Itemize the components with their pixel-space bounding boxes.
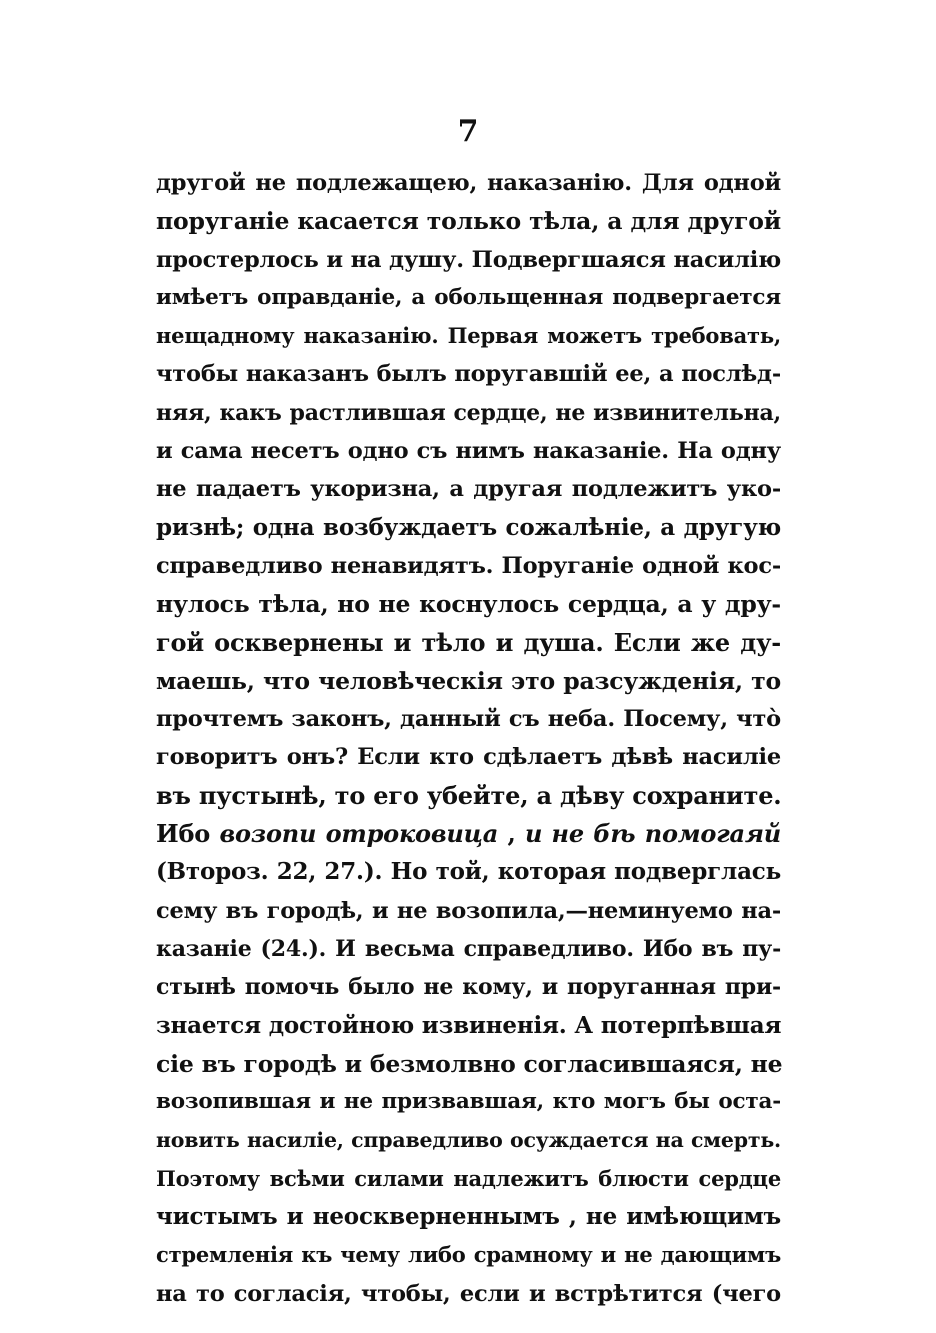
scripture-quote: возопи отроковица — [219, 819, 499, 849]
text-line: нулось тѣла, но не коснулось сердца, а у дру- — [156, 590, 781, 619]
text-line: справедливо ненавидятъ. Поруганіе одной кос- — [156, 552, 781, 579]
text-line: знается достойною извиненія. А потерпѣвшая — [156, 1011, 782, 1039]
text-line: чтобы наказанъ былъ поругавшій ее, а послѣд- — [156, 361, 781, 388]
text-plain: Ибо — [156, 819, 211, 849]
text-line: маешь, что человѣческія это разсужденія, то — [156, 666, 781, 695]
text-line: въ пустынѣ, то его убейте, а дѣву сохраните. — [156, 780, 782, 810]
text-line: и сама несетъ одно съ нимъ наказаніе. На одну — [156, 438, 781, 465]
text-line: простерлось и на душу. Подвергшаяся насилію — [156, 246, 781, 273]
text-line: возопившая и не призвавшая, кто могъ бы оста- — [156, 1089, 781, 1115]
text-line: казаніе (24.). И весьма справедливо. Ибо въ пу- — [156, 935, 781, 962]
text-line: новить насиліе, справедливо осуждается на смерть. — [156, 1128, 781, 1153]
text-line: сему въ городѣ, и не возопила,—неминуемо на- — [156, 897, 781, 924]
text-line-with-quotation — [156, 815, 781, 853]
scripture-quote: и не бѣ помогаяй — [524, 819, 782, 849]
text-line: гой осквернены и тѣло и душа. Если же ду- — [156, 627, 781, 657]
text-line: (Второз. 22, 27.). Но той, которая подверглась — [156, 858, 781, 886]
body-text — [156, 164, 781, 1313]
text-line: говоритъ онъ? Если кто сдѣлаетъ дѣвѣ насиліе — [156, 744, 781, 771]
text-line: поруганіе касается только тѣла, а для другой — [156, 207, 781, 236]
text-line: Поэтому всѣми силами надлежитъ блюсти сердце — [156, 1165, 781, 1191]
text-line: стремленія къ чему либо срамному и не дающимъ — [156, 1242, 781, 1268]
text-line: прочтемъ законъ, данный съ неба. Посему, что̀ — [156, 706, 781, 733]
text-line: имѣетъ оправданіе, а обольщенная подвергается — [156, 284, 781, 310]
text-line: стынѣ помочь было не кому, и поруганная при- — [156, 974, 781, 1001]
text-line: няя, какъ растлившая сердце, не извинительна, — [156, 399, 781, 426]
text-line: нещадному наказанію. Первая можетъ требовать, — [156, 323, 781, 349]
text-line: на то согласія, чтобы, если и встрѣтится (чего — [156, 1280, 781, 1307]
text-comma: , — [507, 819, 516, 849]
text-line: не падаетъ укоризна, а другая подлежитъ уко- — [156, 476, 781, 503]
text-line: чистымъ и неоскверненнымъ , не имѣющимъ — [156, 1203, 781, 1231]
text-line: сіе въ городѣ и безмолвно согласившаяся, не — [156, 1049, 783, 1078]
text-line: другой не подлежащею, наказанію. Для одной — [156, 170, 781, 196]
page-number: 7 — [457, 114, 479, 149]
text-line: ризнѣ; одна возбуждаетъ сожалѣніе, а другую — [156, 513, 781, 541]
